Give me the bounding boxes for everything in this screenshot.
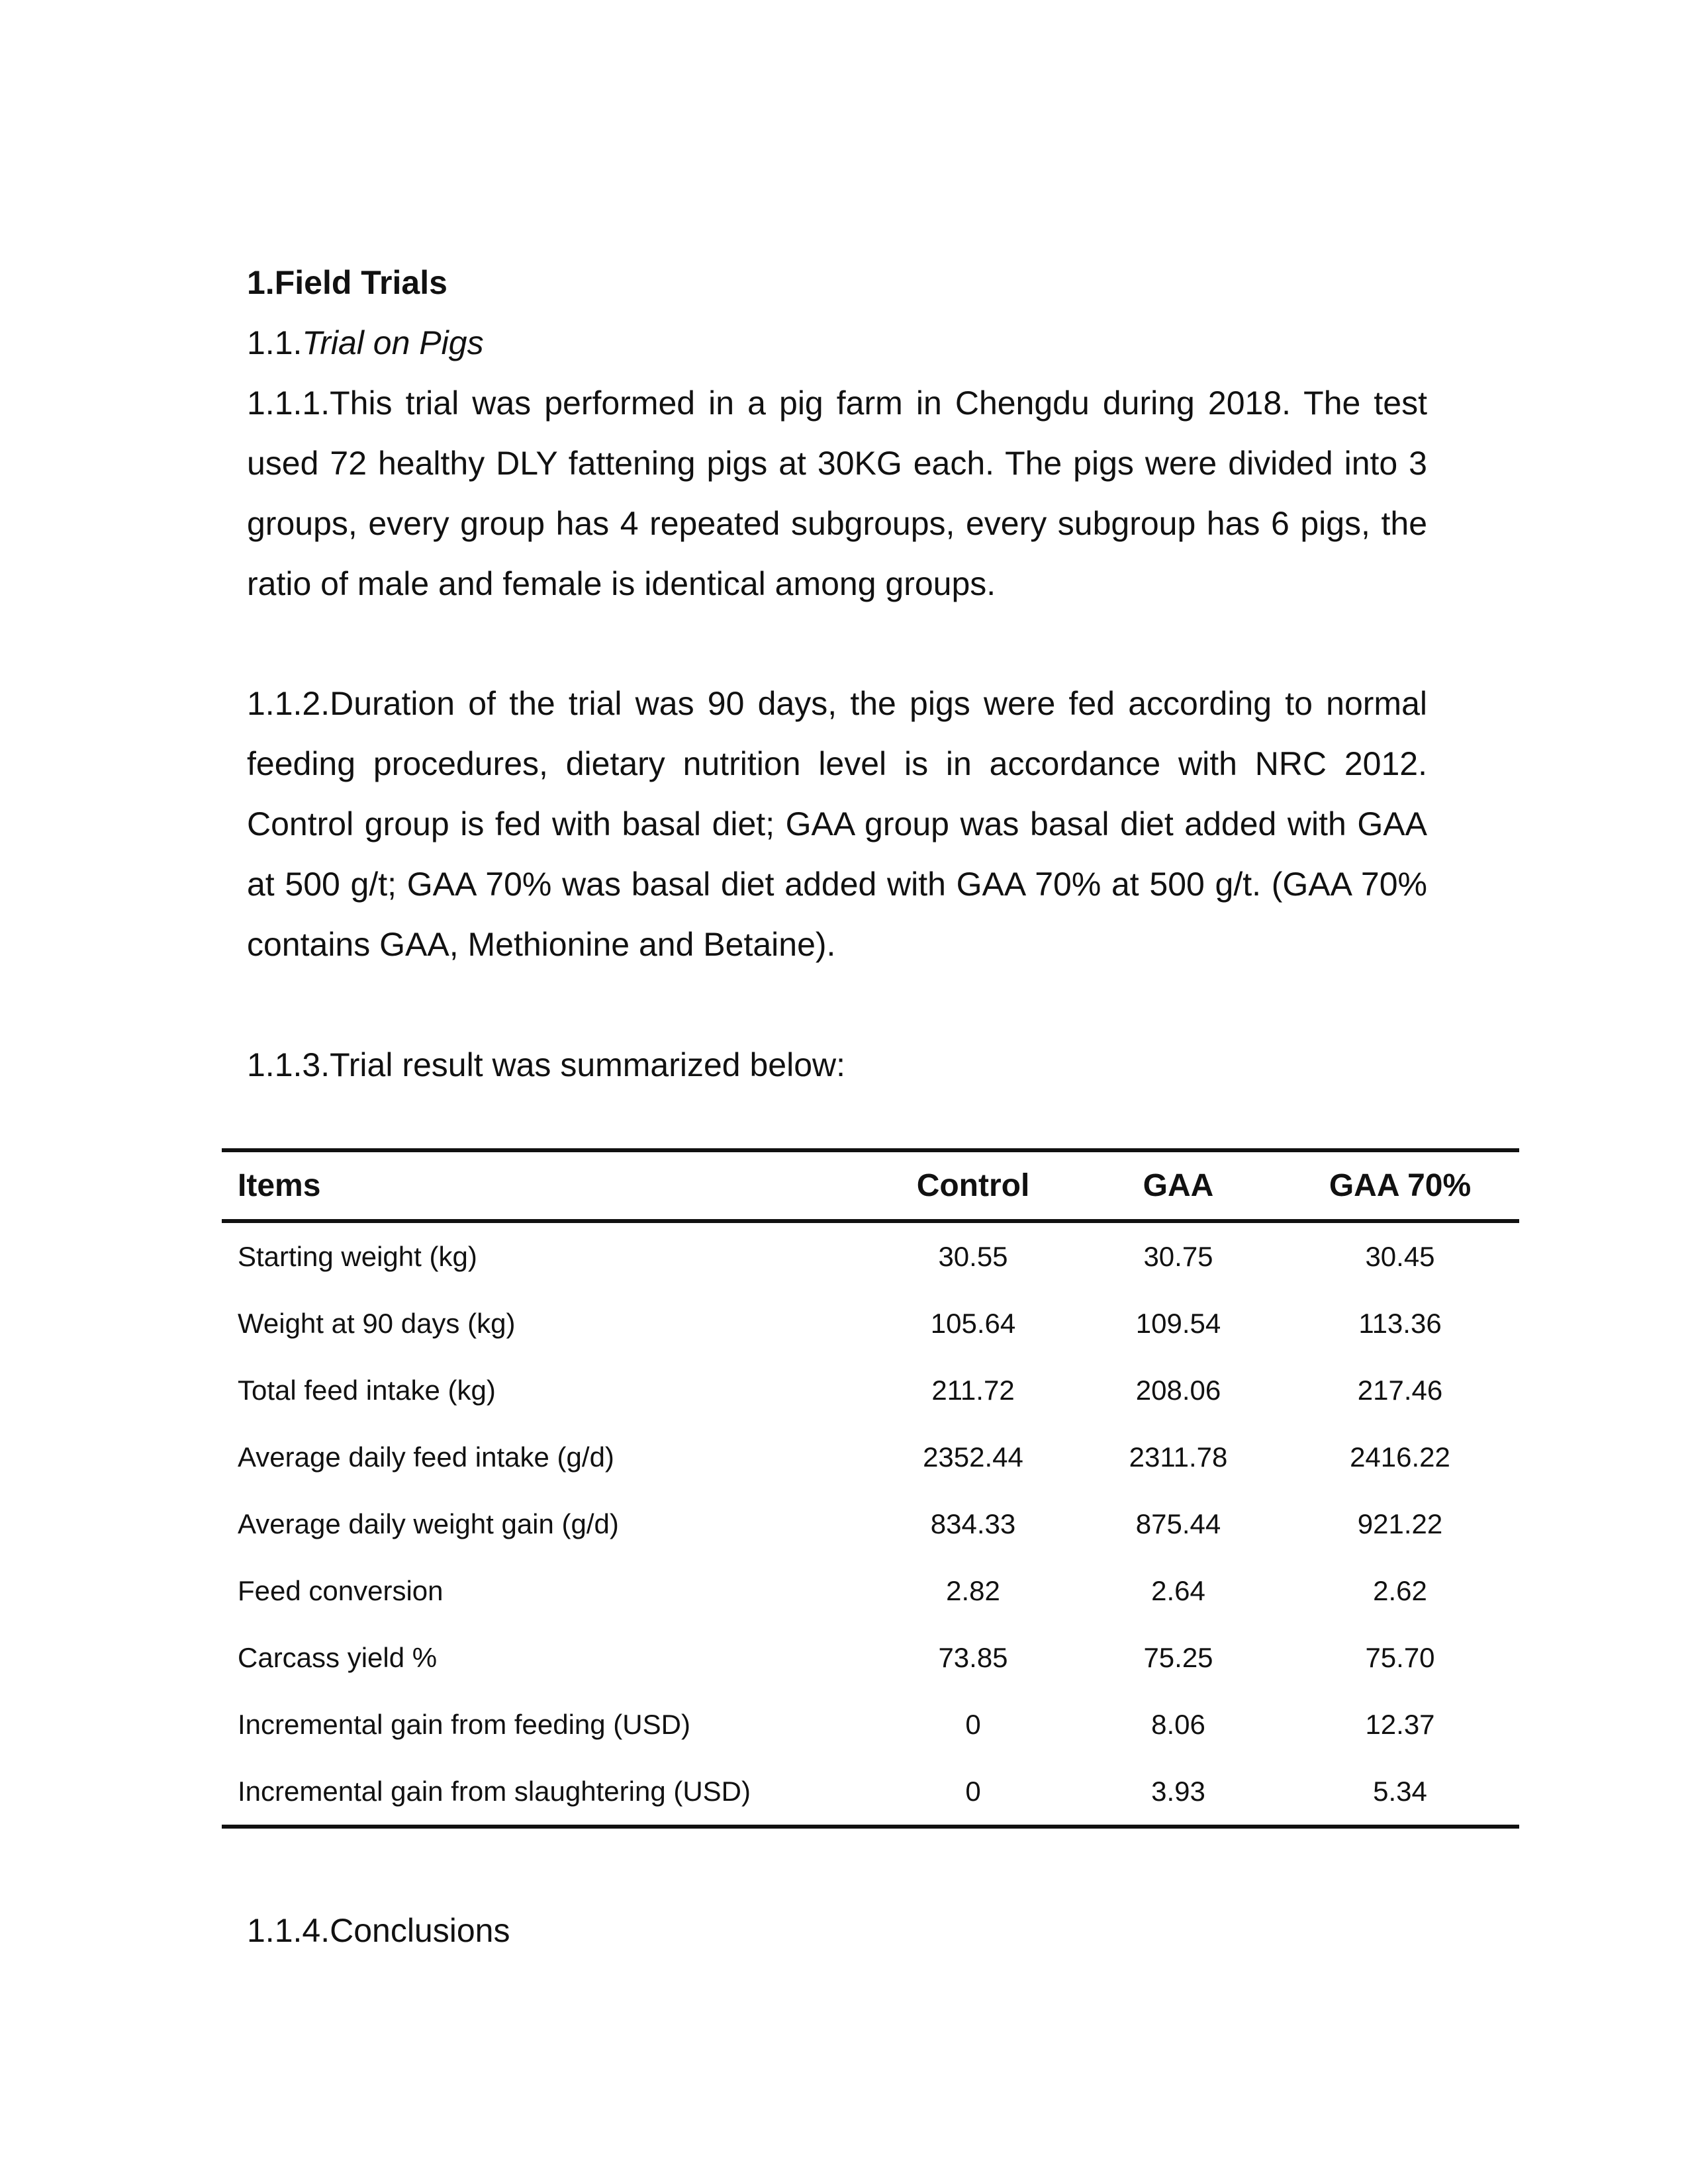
row-label: Carcass yield %: [238, 1641, 438, 1673]
table-row: [222, 1221, 1519, 1290]
row-value: 2311.78: [1129, 1441, 1228, 1473]
results-table-wrapper: [222, 1148, 1519, 1829]
header-gaa-70: GAA 70%: [1329, 1168, 1472, 1203]
header-items: Items: [238, 1168, 321, 1203]
row-value: 2.82: [946, 1574, 1000, 1606]
section-title: 1.Field Trials: [247, 264, 447, 301]
row-label: Starting weight (kg): [238, 1240, 477, 1272]
row-value: 2.64: [1151, 1574, 1205, 1606]
table-row: [222, 1290, 1519, 1357]
row-value: 109.54: [1135, 1307, 1221, 1339]
subsection-title: [247, 313, 484, 373]
paragraph-trial-duration: 1.1.2.Duration of the trial was 90 days, the pigs were fed according to normal feeding procedures, dietary nutrition level is in accordance with NRC 2012. Control group is fed with basal diet; GAA group was basal diet added with GAA at 500 g/t; GAA 70% was basal diet added with GAA 70% at 500 g/t. (GAA 70% contains GAA, Methionine and Betaine).: [247, 685, 1427, 963]
table-row: [222, 1624, 1519, 1691]
row-label: Weight at 90 days (kg): [238, 1307, 516, 1339]
results-table: [222, 1148, 1519, 1829]
subsection-number: 1.1.: [247, 324, 303, 361]
table-row: [222, 1357, 1519, 1424]
table-body: [222, 1221, 1519, 1827]
row-value: 211.72: [931, 1374, 1015, 1406]
row-value: 921.22: [1357, 1508, 1443, 1539]
row-value: 208.06: [1135, 1374, 1221, 1406]
table-row: [222, 1691, 1519, 1758]
row-value: 2352.44: [923, 1441, 1023, 1473]
row-label: Average daily weight gain (g/d): [238, 1508, 619, 1539]
row-value: 105.64: [930, 1307, 1016, 1339]
paragraph-trial-setup: 1.1.1.This trial was performed in a pig farm in Chengdu during 2018. The test used 72 healthy DLY fattening pigs at 30KG each. The pigs were divided into 3 groups, every group has 4 repeated subgroups, every subgroup has 6 pigs, the ratio of male and female is identical among groups.: [247, 385, 1427, 602]
row-value: 834.33: [930, 1508, 1016, 1539]
table-row: [222, 1424, 1519, 1490]
header-control: Control: [916, 1168, 1030, 1203]
row-value: 75.25: [1143, 1641, 1213, 1673]
row-value: 75.70: [1365, 1641, 1435, 1673]
row-label: Average daily feed intake (g/d): [238, 1441, 614, 1473]
table-header-row: [222, 1150, 1519, 1221]
row-label: Feed conversion: [238, 1574, 444, 1606]
row-value: 30.45: [1365, 1240, 1435, 1272]
paragraph-conclusions: 1.1.4.Conclusions: [247, 1912, 510, 1949]
row-value: 3.93: [1151, 1775, 1205, 1807]
row-value: 8.06: [1151, 1708, 1205, 1740]
row-value: 2.62: [1373, 1574, 1427, 1606]
row-value: 113.36: [1358, 1307, 1442, 1339]
subsection-title-text: Trial on Pigs: [302, 324, 484, 361]
row-value: 2416.22: [1350, 1441, 1450, 1473]
row-value: 0: [965, 1708, 981, 1740]
row-value: 30.75: [1143, 1240, 1213, 1272]
row-value: 73.85: [938, 1641, 1008, 1673]
row-value: 0: [965, 1775, 981, 1807]
paragraph-trial-result: 1.1.3.Trial result was summarized below:: [247, 1046, 846, 1083]
table-row: [222, 1557, 1519, 1624]
table-row: [222, 1490, 1519, 1557]
row-label: Incremental gain from slaughtering (USD): [238, 1775, 751, 1807]
table-row: [222, 1758, 1519, 1827]
header-gaa: GAA: [1143, 1168, 1214, 1203]
row-value: 875.44: [1135, 1508, 1221, 1539]
row-label: Incremental gain from feeding (USD): [238, 1708, 690, 1740]
row-label: Total feed intake (kg): [238, 1374, 496, 1406]
row-value: 12.37: [1365, 1708, 1435, 1740]
row-value: 30.55: [938, 1240, 1008, 1272]
row-value: 217.46: [1357, 1374, 1443, 1406]
row-value: 5.34: [1373, 1775, 1427, 1807]
